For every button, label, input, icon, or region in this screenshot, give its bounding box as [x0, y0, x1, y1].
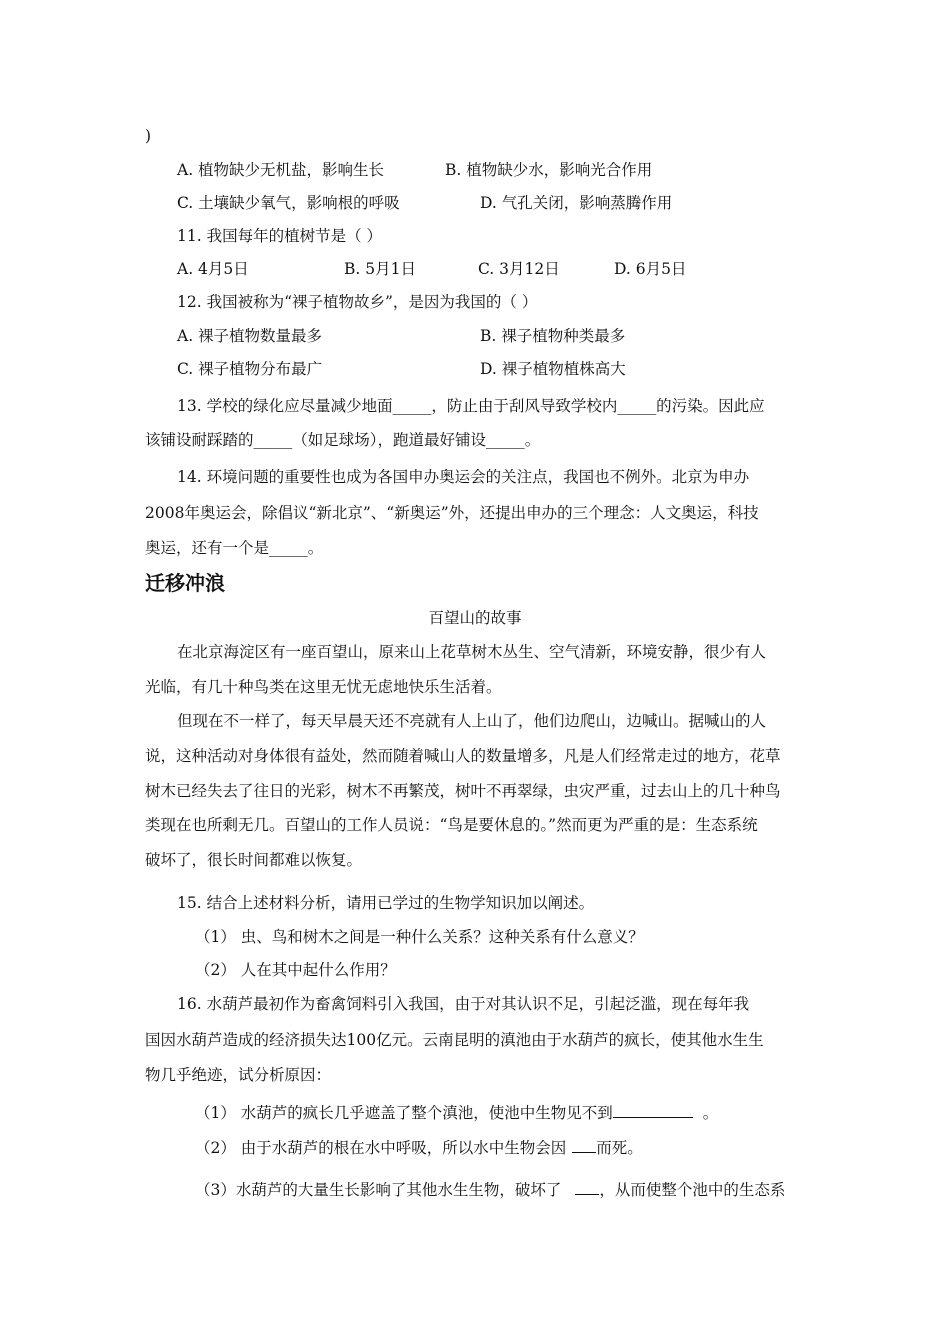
section-heading: 迁移冲浪 — [145, 571, 225, 595]
q12-option-d: D. 裸子植物植株高大 — [480, 360, 626, 378]
q16-sub-3 — [195, 1170, 785, 1200]
q16-sub-2-answer-blank[interactable] — [572, 1136, 596, 1153]
q12-question: 12. 我国被称为“裸子植物故乡”，是因为我国的（ ） — [177, 293, 538, 311]
q11-option-c: C. 3月12日 — [478, 260, 560, 278]
q16-sub-3-tail: ，从而使整个池中的生态系 — [599, 1181, 786, 1199]
story-paragraph-1-line-2: 光临，有几十种鸟类在这里无忧无虑地快乐生活着。 — [145, 678, 502, 696]
story-paragraph-2-line-3: 树木已经失去了往日的光彩，树木不再繁茂，树叶不再翠绿，虫灾严重，过去山上的几十种鸟 — [145, 782, 781, 800]
q14-line-2: 2008年奥运会，除倡议“新北京”、“新奥运”外，还提出申办的三个理念：人文奥运，科技 — [145, 504, 759, 522]
q11-option-b: B. 5月1日 — [344, 260, 416, 278]
q15-sub-2: （2） 人在其中起什么作用？ — [195, 961, 396, 979]
q14-line-1: 14. 环境问题的重要性也成为各国申办奥运会的关注点，我国也不例外。北京为申办 — [177, 468, 750, 486]
q16-sub-2-text: （2） 由于水葫芦的根在水中呼吸，所以水中生物会因 — [195, 1139, 567, 1157]
q10-option-b: B. 植物缺少水，影响光合作用 — [445, 161, 653, 179]
q15-sub-1: （1） 虫、鸟和树木之间是一种什么关系？这种关系有什么意义？ — [195, 928, 644, 946]
story-paragraph-2-line-2: 说，这种活动对身体很有益处，然而随着喊山人的数量增多，凡是人们经常走过的地方，花草 — [145, 747, 781, 765]
q16-line-1: 16. 水葫芦最初作为畜禽饲料引入我国，由于对其认识不足，引起泛滥，现在每年我 — [177, 995, 750, 1013]
q13-line-2: 该铺设耐踩踏的_____（如足球场），跑道最好铺设_____。 — [145, 431, 541, 449]
q16-sub-1-answer-blank[interactable] — [613, 1101, 693, 1118]
q12-option-a: A. 裸子植物数量最多 — [177, 327, 323, 345]
q16-sub-1-period: 。 — [702, 1104, 719, 1122]
q11-option-d: D. 6月5日 — [614, 260, 687, 278]
q15-question: 15. 结合上述材料分析，请用已学过的生物学知识加以阐述。 — [177, 894, 595, 912]
story-title: 百望山的故事 — [428, 609, 522, 627]
q11-option-a: A. 4月5日 — [177, 260, 249, 278]
q16-sub-1 — [195, 1101, 718, 1123]
q11-question: 11. 我国每年的植树节是（ ） — [177, 227, 383, 245]
q16-sub-2 — [195, 1136, 643, 1158]
q10-option-c: C. 土壤缺少氧气，影响根的呼吸 — [177, 194, 400, 212]
q13-line-1: 13. 学校的绿化应尽量减少地面_____，防止由于刮风导致学校内_____的污染。因此应 — [177, 397, 765, 415]
q14-line-3: 奥运，还有一个是_____。 — [145, 539, 324, 557]
q16-line-3: 物几乎绝迹，试分析原因： — [145, 1066, 332, 1084]
q16-sub-3-text: （3）水葫芦的大量生长影响了其他水生生物，破坏了 — [195, 1181, 562, 1199]
q10-close-paren: ) — [145, 127, 152, 145]
q12-option-c: C. 裸子植物分布最广 — [177, 360, 323, 378]
q12-option-b: B. 裸子植物种类最多 — [480, 327, 626, 345]
story-paragraph-2-line-1: 但现在不一样了，每天早晨天还不亮就有人上山了，他们边爬山，边喊山。据喊山的人 — [177, 712, 767, 730]
q16-sub-3-answer-blank[interactable] — [575, 1170, 599, 1195]
q10-option-d: D. 气孔关闭，影响蒸腾作用 — [480, 194, 673, 212]
story-paragraph-1-line-1: 在北京海淀区有一座百望山，原来山上花草树木丛生、空气清新，环境安静，很少有人 — [177, 643, 767, 661]
q16-line-2: 国因水葫芦造成的经济损失达100亿元。云南昆明的滇池由于水葫芦的疯长，使其他水生生 — [145, 1031, 764, 1049]
q16-sub-1-text: （1） 水葫芦的疯长几乎遮盖了整个滇池，使池中生物见不到 — [195, 1104, 613, 1122]
q10-option-a: A. 植物缺少无机盐，影响生长 — [177, 161, 385, 179]
story-paragraph-2-line-4: 类现在也所剩无几。百望山的工作人员说：“鸟是要休息的。”然而更为严重的是：生态系统 — [145, 816, 758, 834]
story-paragraph-2-line-5: 破坏了，很长时间都难以恢复。 — [145, 851, 363, 869]
q16-sub-2-tail: 而死。 — [596, 1139, 643, 1157]
